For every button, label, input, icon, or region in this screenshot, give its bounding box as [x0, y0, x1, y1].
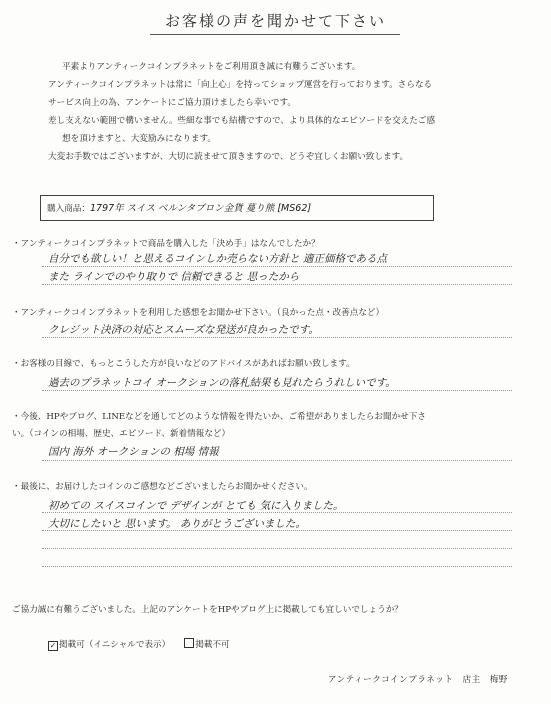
answer-2-line-1: クレジット決済の対応とスムーズな発送が良かったです。	[48, 324, 319, 336]
answer-1-line-2: また ラインでのやり取りで 信頼できると 思ったから	[48, 271, 300, 283]
question-4-continued: い。（コインの相場、歴史、エピソード、新着情報など）	[12, 429, 231, 439]
answer-rule	[42, 460, 512, 461]
shop-signature: アンティークコインプラネット 店主 梅野	[327, 675, 508, 685]
page-title: お客様の声を聞かせて下さい	[164, 12, 386, 30]
intro-line: サービス向上の為、アンケートにご協力頂けましたら幸いです。	[48, 98, 297, 108]
answer-rule	[42, 390, 512, 391]
question-1: ・アンティークコインプラネットで商品を購入した「決め手」はなんでしたか？	[12, 239, 320, 249]
answer-3-line-1: 過去のプラネットコイ オークションの落札結果も見れたらうれしいです。	[48, 377, 396, 389]
choice-publish-ok[interactable]	[48, 638, 170, 651]
question-2: ・アンティークコインプラネットを利用した感想をお聞かせ下さい。（良かった点・改善点など）	[12, 308, 385, 318]
answer-4-line-1: 国内 海外 オークションの 相場 情報	[48, 446, 219, 458]
product-value: 1797年 スイス ベルンタブロン金貨 蔓り熊 [MS62]	[89, 203, 312, 214]
purchased-product-box	[40, 195, 434, 221]
question-4: ・今後、HPやブログ、LINEなどを通してどのような情報を得たいか、ご希望がありましたらお聞かせ下さ	[12, 412, 426, 422]
answer-rule	[42, 530, 512, 531]
checkbox-checked[interactable]: ✓	[49, 641, 57, 650]
title-underline	[150, 34, 400, 35]
publish-choices	[48, 638, 230, 651]
answer-5-line-2: 大切にしたいと 思います。 ありがとうございました。	[48, 518, 306, 530]
answer-rule	[42, 337, 512, 338]
choice-label: 掲載不可	[195, 640, 230, 650]
choice-publish-ng[interactable]	[184, 638, 229, 651]
question-5: ・最後に、お届けしたコインのご感想などございましたらお聞かせください。	[12, 482, 313, 492]
question-3: ・お客様の目線で、もっとこうした方が良いなどのアドバイスがあればお願い致します。	[12, 359, 355, 369]
checkbox-unchecked[interactable]	[184, 638, 194, 648]
answer-5-line-1: 初めての スイスコインで デザインが とても 気に入りました。	[48, 500, 344, 512]
answer-rule	[42, 548, 512, 549]
intro-line: 想を頂けますと、大変励みになります。	[62, 134, 217, 144]
answer-rule	[42, 512, 512, 513]
intro-line: 平素よりアンティークコインプラネットをご利用頂き誠に有難うございます。	[62, 62, 361, 72]
answer-rule	[42, 284, 512, 285]
answer-rule	[42, 266, 512, 267]
intro-text	[48, 58, 508, 166]
intro-line: アンティークコインプラネットは常に「向上心」を持ってショップ運営を行っております。さらなる	[48, 80, 433, 90]
intro-line: 差し支えない範囲で構いません。些細な事でも結構ですので、より具体的なエピソードを交えたご感	[48, 116, 436, 126]
answer-1-line-1: 自分でも欲しい！と思えるコインしか売らない方針と 適正価格である点	[48, 253, 388, 265]
intro-line: 大変お手数ではございますが、大切に読ませて頂きますので、どうぞ宜しくお願い致します。	[48, 152, 409, 162]
closing-question: ご協力誠に有難うございました。上記のアンケートをHPやブログ上に掲載しても宜しいでしょうか？	[12, 605, 403, 615]
product-label: 購入商品：	[47, 204, 90, 214]
answer-rule	[42, 566, 512, 567]
choice-label: 掲載可（イニシャルで表示）	[59, 640, 171, 650]
